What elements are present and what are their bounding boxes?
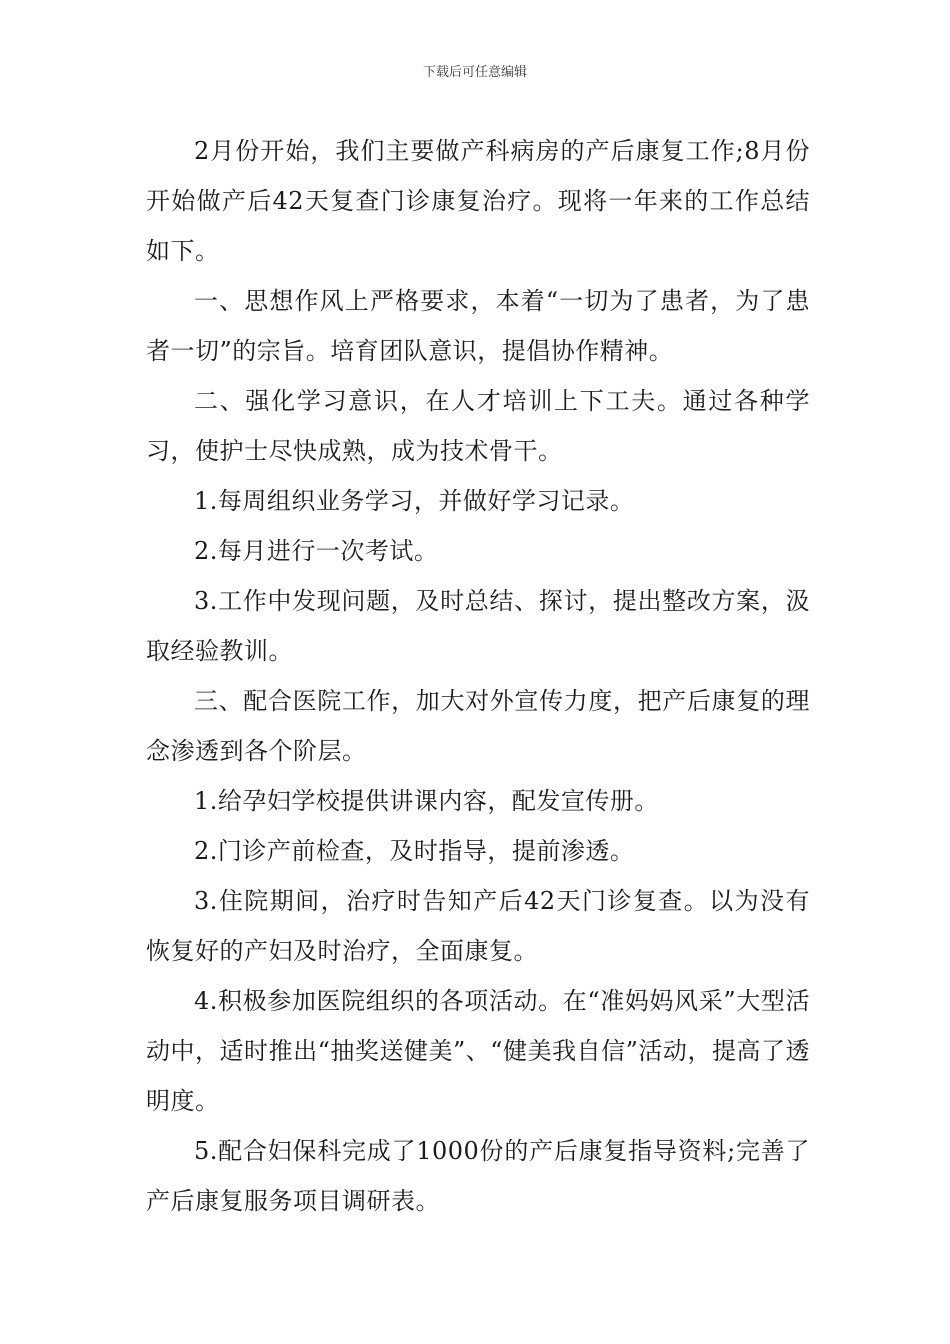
paragraph-section-3: 三、配合医院工作，加大对外宣传力度，把产后康复的理念渗透到各个阶层。 xyxy=(146,687,810,765)
list-item: 2.每月进行一次考试。 xyxy=(194,537,439,565)
list-item: 2.门诊产前检查，及时指导，提前渗透。 xyxy=(194,837,635,865)
list-item: 5.配合妇保科完成了1000份的产后康复指导资料;完善了产后康复服务项目调研表。 xyxy=(146,1137,810,1215)
list-item: 3.住院期间，治疗时告知产后42天门诊复查。以为没有恢复好的产妇及时治疗，全面康复。 xyxy=(146,887,810,965)
list-item: 1.每周组织业务学习，并做好学习记录。 xyxy=(194,487,635,515)
paragraph-intro: 2月份开始，我们主要做产科病房的产后康复工作;8月份开始做产后42天复查门诊康复治疗。现将一年来的工作总结如下。 xyxy=(146,137,810,265)
document-body xyxy=(146,126,810,1226)
list-item: 4.积极参加医院组织的各项活动。在“准妈妈风采”大型活动中，适时推出“抽奖送健美”、“健美我自信”活动，提高了透明度。 xyxy=(146,987,810,1115)
paragraph-section-2: 二、强化学习意识，在人才培训上下工夫。通过各种学习，使护士尽快成熟，成为技术骨干。 xyxy=(146,387,810,465)
list-item: 3.工作中发现问题，及时总结、探讨，提出整改方案，汲取经验教训。 xyxy=(146,587,810,665)
page-header-note: 下载后可任意编辑 xyxy=(422,65,527,80)
list-item: 1.给孕妇学校提供讲课内容，配发宣传册。 xyxy=(194,787,659,815)
paragraph-section-1: 一、思想作风上严格要求，本着“一切为了患者，为了患者一切”的宗旨。培育团队意识，提倡协作精神。 xyxy=(146,287,810,365)
